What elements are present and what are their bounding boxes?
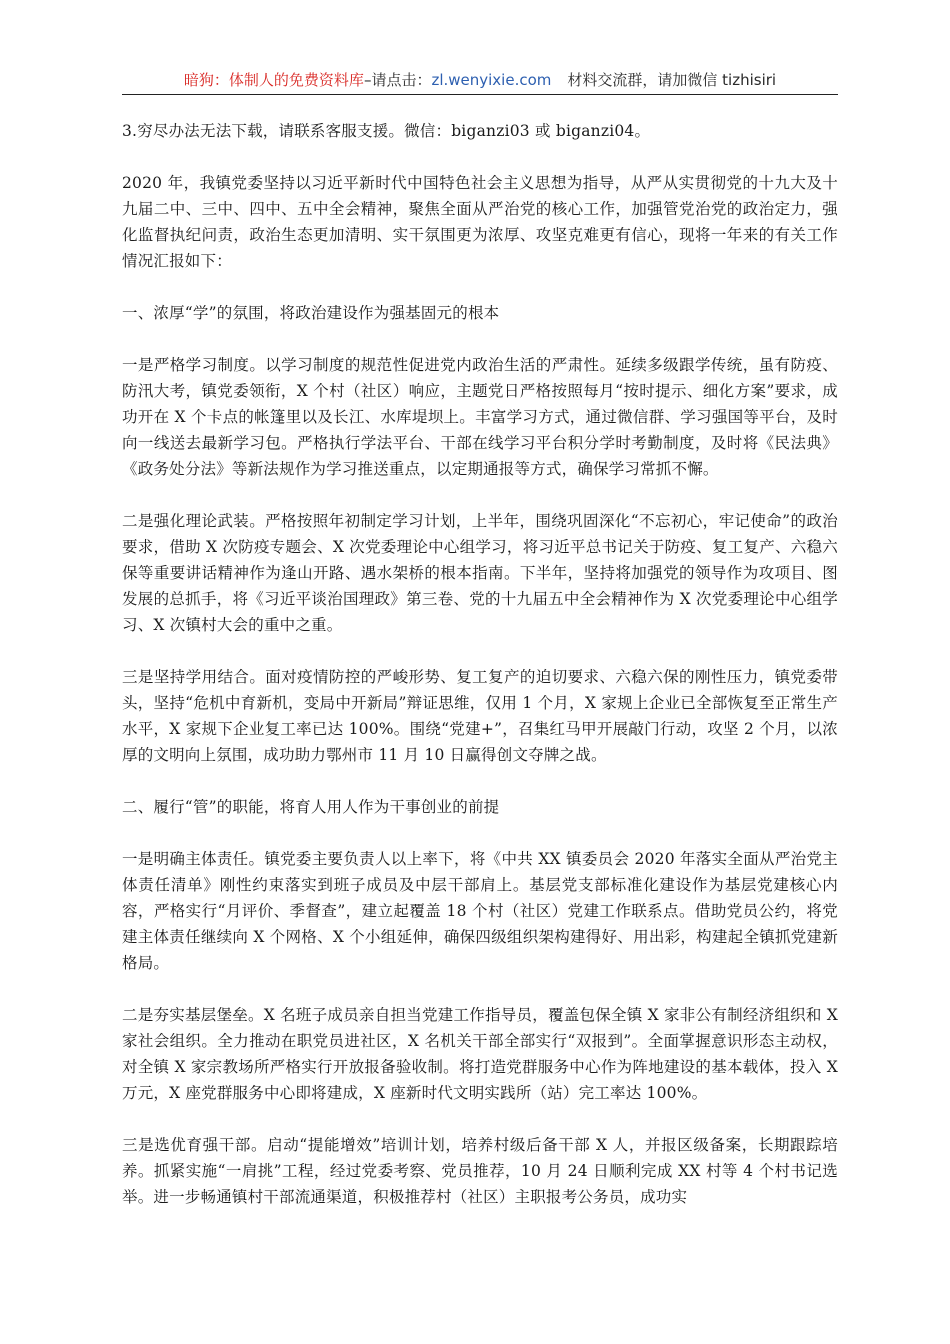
paragraph-theory: 二是强化理论武装。严格按照年初制定学习计划，上半年，围绕巩固深化“不忘初心，牢记使命”的政治要求，借助 X 次防疫专题会、X 次党委理论中心组学习，将习近平总书记关于防疫、复工复产、六稳六保等重要讲话精神作为逢山开路、遇水架桥的根本指南。下半年，坚持将加强党的领导作为攻项目、图发展的总抓手，将《习近平谈治国理政》第三卷、党的十九届五中全会精神作为 X 次党委理论中心组学习、X 次镇村大会的重中之重。: [122, 512, 838, 634]
paragraph-cadres: 三是选优育强干部。启动“提能增效”培训计划，培养村级后备干部 X 人，并报区级备案，长期跟踪培养。抓紧实施“一肩挑”工程，经过党委考察、党员推荐，10 月 24 日顺利完成 XX 村等 4 个村书记选举。进一步畅通镇村干部流通渠道，积极推荐村（社区）主职报考公务员，成功实: [122, 1136, 838, 1206]
header-site-link[interactable]: zl.wenyixie.com: [431, 71, 552, 89]
section-heading-2: 二、履行“管”的职能，将育人用人作为干事创业的前提: [122, 798, 500, 816]
paragraph-intro: 2020 年，我镇党委坚持以习近平新时代中国特色社会主义思想为指导，从严从实贯彻党的十九大及十九届二中、三中、四中、五中全会精神，聚焦全面从严治党的核心工作，加强管党治党的政治定力，强化监督执纪问责，政治生态更加清明、实干氛围更为浓厚、攻坚克难更有信心，现将一年来的有关工作情况汇报如下：: [122, 174, 838, 270]
header-group-note: 材料交流群，请加微信 tizhisiri: [567, 71, 777, 89]
paragraph-download-help: 3.穷尽办法无法下载，请联系客服支援。微信：biganzi03 或 biganzi04。: [122, 122, 651, 140]
header-brand: 暗狗：体制人的免费资料库: [183, 71, 364, 89]
paragraph-grassroots: 二是夯实基层堡垒。X 名班子成员亲自担当党建工作指导员，覆盖包保全镇 X 家非公有制经济组织和 X 家社会组织。全力推动在职党员进社区，X 名机关干部全部实行“双报到”。全面掌握意识形态主动权，对全镇 X 家宗教场所严格实行开放报备验收制。将打造党群服务中心作为阵地建设的基本载体，投入 X 万元，X 座党群服务中心即将建成，X 座新时代文明实践所（站）完工率达 100%。: [122, 1006, 838, 1102]
paragraph-study-system: 一是严格学习制度。以学习制度的规范性促进党内政治生活的严肃性。延续多级跟学传统，虽有防疫、防汛大考，镇党委领衔，X 个村（社区）响应，主题党日严格按照每月“按时提示、细化方案”要求，成功开在 X 个卡点的帐篷里以及长江、水库堤坝上。丰富学习方式，通过微信群、学习强国等平台，及时向一线送去最新学习包。严格执行学法平台、干部在线学习平台积分学时考勤制度，及时将《民法典》《政务处分法》等新法规作为学习推送重点，以定期通报等方式，确保学习常抓不懈。: [122, 356, 838, 478]
header-click-prompt: –请点击：: [363, 71, 432, 89]
document-body: [122, 118, 838, 1236]
page-header: [122, 66, 838, 95]
section-heading-1: 一、浓厚“学”的氛围，将政治建设作为强基固元的根本: [122, 304, 500, 322]
paragraph-practice: 三是坚持学用结合。面对疫情防控的严峻形势、复工复产的迫切要求、六稳六保的刚性压力，镇党委带头，坚持“危机中育新机，变局中开新局”辩证思维，仅用 1 个月，X 家规上企业已全部恢复至正常生产水平，X 家规下企业复工率已达 100%。围绕“党建+”，召集红马甲开展敲门行动，攻坚 2 个月，以浓厚的文明向上氛围，成功助力鄂州市 11 月 10 日赢得创文夺牌之战。: [122, 668, 838, 764]
paragraph-responsibility: 一是明确主体责任。镇党委主要负责人以上率下，将《中共 XX 镇委员会 2020 年落实全面从严治党主体责任清单》刚性约束落实到班子成员及中层干部肩上。基层党支部标准化建设作为基层党建核心内容，严格实行“月评价、季督查”，建立起覆盖 18 个村（社区）党建工作联系点。借助党员公约，将党建主体责任继续向 X 个网格、X 个小组延伸，确保四级组织架构建得好、用出彩，构建起全镇抓党建新格局。: [122, 850, 838, 972]
